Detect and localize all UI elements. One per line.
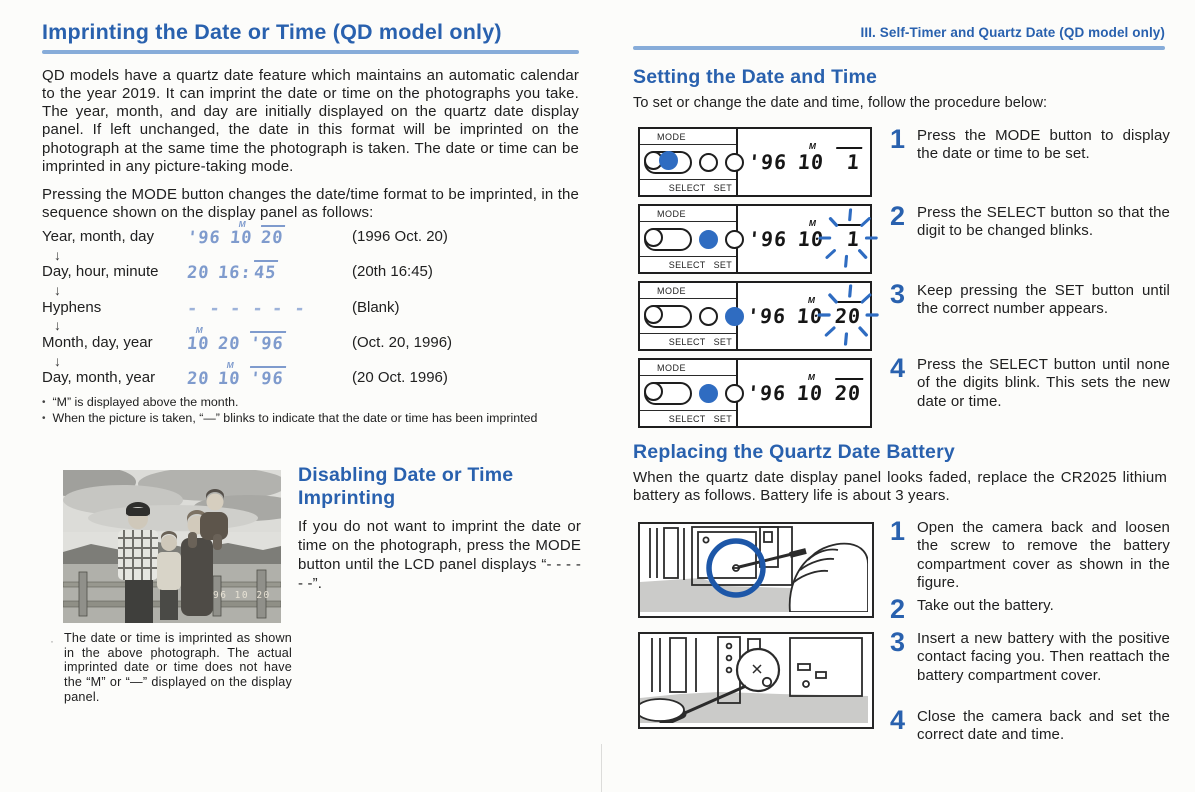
mode-label: MODE: [657, 285, 686, 296]
battery-intro: When the quartz date display panel looks faded, replace the CR2025 lithium battery as follows. Battery life is about 3 years.: [633, 469, 1167, 505]
lcd-year: '96: [747, 150, 789, 174]
disabling-body: If you do not want to imprint the date or time on the photograph, press the MODE button until the LCD panel displays “- - - - - -”.: [298, 518, 581, 592]
battery-step: [890, 629, 1170, 685]
select-button: [699, 230, 718, 249]
mode-label: MODE: [657, 131, 686, 142]
disabling-title: Disabling Date or Time Imprinting: [298, 464, 514, 509]
step-number: 3: [890, 627, 906, 657]
lcd-dashes: - -: [186, 299, 222, 319]
step-text: Press the MODE button to display the date or time to be set.: [917, 127, 1170, 163]
month-marker: M: [227, 360, 235, 370]
step-text: Take out the battery.: [917, 597, 1054, 614]
setting-step: [890, 126, 1170, 164]
mode-button: [644, 151, 692, 174]
format-note: (20 Oct. 1996): [352, 369, 448, 386]
mode-button-ring: [644, 228, 663, 247]
set-label: SET: [713, 259, 732, 270]
lcd-year: '96: [746, 381, 788, 405]
lcd-display: [187, 263, 352, 283]
select-button: [699, 153, 718, 172]
step-text: Open the camera back and loosen the screw to remove the battery compartment cover as shown in the figure.: [917, 519, 1170, 592]
panel-buttons: [640, 206, 738, 272]
format-note: (Oct. 20, 1996): [352, 334, 453, 351]
step-number: 1: [890, 124, 906, 154]
page-title: Imprinting the Date or Time (QD model only): [42, 20, 502, 44]
setting-intro: To set or change the date and time, follow the procedure below:: [633, 95, 1048, 111]
step-text: Press the SELECT button until none of the digits blink. This sets the new date or time.: [917, 356, 1170, 410]
format-note: (1996 Oct. 20): [352, 228, 448, 245]
month-marker: M: [808, 295, 816, 305]
step-number: 2: [890, 201, 906, 231]
step-number: 3: [890, 279, 906, 309]
mode-pressed-dot: [659, 151, 678, 170]
month-marker: M: [809, 141, 817, 151]
lcd-year: '96: [249, 369, 285, 389]
mode-button: [644, 382, 692, 405]
mode-button-ring: [644, 305, 663, 324]
lcd-dashes: - -: [228, 299, 265, 319]
lcd-month: 10: [186, 334, 211, 354]
set-label: SET: [713, 413, 732, 424]
title-rule: [42, 50, 579, 54]
header-rule: [633, 46, 1165, 50]
format-row: [42, 360, 579, 389]
photo-caption: The date or time is imprinted as shown in the above photograph. The actual imprinted date or time does not have the “M” or “—” displayed on the display panel.: [64, 631, 292, 704]
lcd-day: 20: [217, 334, 242, 354]
lcd-display: [738, 129, 870, 195]
step-number: 1: [890, 516, 906, 546]
lcd-month: 10: [228, 228, 254, 248]
month-marker: M: [238, 219, 246, 229]
caption-marker: ·: [50, 634, 54, 648]
step-text: Keep pressing the SET button until the correct number appears.: [917, 282, 1170, 318]
intro-paragraph: QD models have a quartz date feature which maintains an automatic calendar to the year 2019. It can imprint the date or time on the photographs you take. The year, month, and day are initially displayed on the quartz date display panel. If left unchanged, the date in this format will be imprinted on the photograph at the same time the photograph is taken. The date or time can be imprinted in any picture-taking mode.: [42, 67, 579, 175]
format-label: Hyphens: [42, 299, 102, 316]
month-marker: M: [808, 372, 816, 382]
lcd-year: '96: [746, 304, 788, 328]
battery-figure-2-art: [640, 634, 868, 723]
select-label: SELECT: [668, 336, 706, 347]
lcd-day: 20: [260, 228, 285, 248]
battery-step: [890, 707, 1170, 745]
lcd-panel-4: [638, 358, 872, 428]
panel-buttons: [640, 360, 738, 426]
battery-step: [890, 518, 1170, 593]
arrow-down-icon: ↓: [54, 353, 61, 369]
bullet-icon: •: [42, 413, 46, 424]
lcd-month: 10: [796, 381, 825, 405]
format-row: [42, 263, 579, 283]
family-photo-art: [63, 470, 281, 623]
select-label: SELECT: [668, 413, 706, 424]
lcd-day: 20: [833, 381, 862, 405]
setting-title: Setting the Date and Time: [633, 66, 878, 88]
lcd-panel-3: [638, 281, 872, 351]
step-number: 4: [890, 353, 906, 383]
lcd-year: '96: [249, 334, 285, 354]
format-label: Day, hour, minute: [42, 263, 159, 280]
battery-title: Replacing the Quartz Date Battery: [633, 441, 955, 463]
battery-figure-open-cover: [638, 522, 874, 618]
note-bullet: • “M” is displayed above the month.: [42, 395, 239, 409]
panel-buttons: [640, 283, 738, 349]
lcd-display: [738, 206, 870, 272]
lcd-day: 20: [186, 369, 211, 389]
format-label: Month, day, year: [42, 334, 153, 351]
format-row: [42, 299, 579, 319]
lcd-year: '96: [186, 228, 222, 248]
panel-buttons: [640, 129, 738, 195]
set-label: SET: [713, 182, 732, 193]
setting-step: [890, 203, 1170, 241]
select-button: [699, 307, 718, 326]
lcd-panel-2: [638, 204, 872, 274]
setting-step: [890, 281, 1170, 319]
select-label: SELECT: [668, 182, 706, 193]
mode-label: MODE: [657, 362, 686, 373]
month-marker: M: [195, 325, 204, 335]
mode-label: MODE: [657, 208, 686, 219]
arrow-down-icon: ↓: [54, 247, 61, 263]
arrow-down-icon: ↓: [54, 317, 61, 333]
lcd-day-blinking: 1: [835, 227, 861, 251]
lcd-display: [186, 325, 352, 354]
lcd-dashes: - -: [271, 299, 308, 319]
select-button: [699, 384, 718, 403]
lcd-month: 10: [796, 304, 825, 328]
step-number: 2: [890, 594, 906, 624]
note-bullet: • When the picture is taken, “—” blinks to indicate that the date or time has been imprinted: [42, 411, 538, 425]
step-text: Insert a new battery with the positive contact facing you. Then reattach the battery compartment cover.: [917, 630, 1170, 684]
month-marker: M: [809, 218, 817, 228]
step-text: Press the SELECT button so that the digit to be changed blinks.: [917, 204, 1170, 240]
chapter-header: III. Self-Timer and Quartz Date (QD model only): [860, 25, 1165, 40]
family-photo: [63, 470, 281, 623]
lcd-display: [186, 219, 352, 248]
lcd-year: '96: [747, 227, 789, 251]
format-note: (Blank): [352, 299, 400, 316]
battery-figure-insert-battery: [638, 632, 874, 729]
lcd-display: [187, 299, 352, 319]
lcd-day: 1: [835, 150, 861, 174]
mode-paragraph: Pressing the MODE button changes the date/time format to be imprinted, in the sequence shown on the display panel as follows:: [42, 186, 579, 222]
select-label: SELECT: [668, 259, 706, 270]
lcd-day: 20: [186, 263, 211, 283]
lcd-month: 10: [797, 227, 826, 251]
lcd-hour: 16:: [217, 263, 254, 283]
battery-step: [890, 596, 1170, 623]
lcd-panel-1: [638, 127, 872, 197]
lcd-month: 10: [797, 150, 826, 174]
mode-button-ring: [644, 382, 663, 401]
mode-button: [644, 228, 692, 251]
format-label: Day, month, year: [42, 369, 156, 386]
mode-button: [644, 305, 692, 328]
photo-date-imprint: 96 10 20: [213, 590, 271, 601]
lcd-display: [738, 283, 870, 349]
lcd-display: [738, 360, 870, 426]
format-label: Year, month, day: [42, 228, 155, 245]
lcd-display: [186, 360, 352, 389]
battery-figure-1-art: [640, 524, 868, 612]
format-row: [42, 219, 579, 248]
bullet-icon: •: [42, 397, 46, 408]
set-label: SET: [713, 336, 732, 347]
page-gutter-line: [601, 744, 602, 792]
format-row: [42, 325, 579, 354]
lcd-minute: 45: [253, 263, 278, 283]
arrow-down-icon: ↓: [54, 282, 61, 298]
step-text: Close the camera back and set the correct date and time.: [917, 708, 1170, 744]
step-number: 4: [890, 705, 906, 735]
format-note: (20th 16:45): [352, 263, 433, 280]
lcd-day-blinking: 20: [834, 304, 862, 328]
setting-step: [890, 355, 1170, 411]
lcd-month: 10: [217, 369, 242, 389]
